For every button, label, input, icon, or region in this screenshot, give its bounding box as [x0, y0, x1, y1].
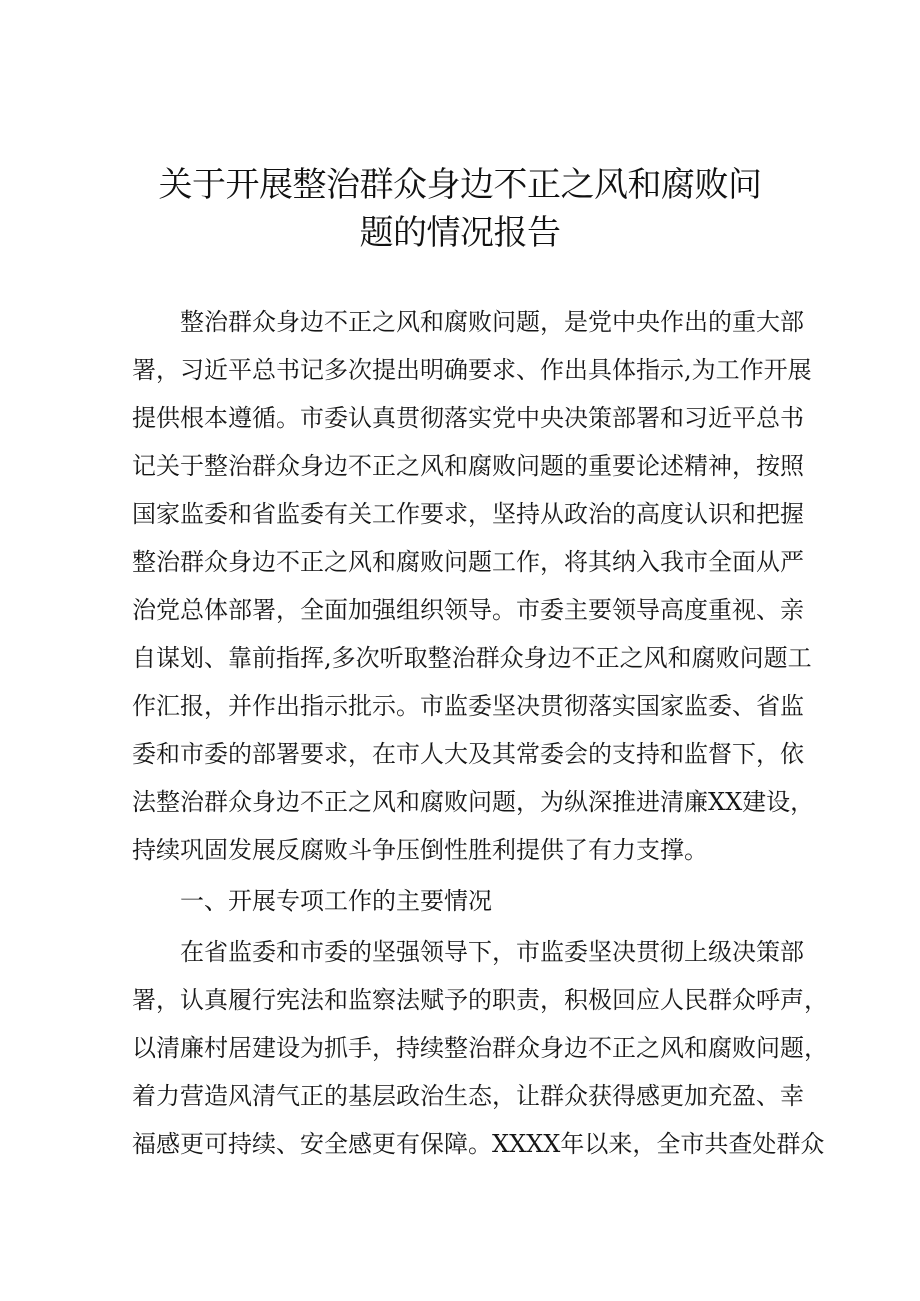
paragraph-1-line: 治党总体部署，全面加强组织领导。市委主要领导高度重视、亲 [132, 596, 804, 624]
paragraph-2-line: 署，认真履行宪法和监察法赋予的职责，积极回应人民群众呼声， [132, 986, 828, 1014]
paragraph-2-line: 着力营造风清气正的基层政治生态，让群众获得感更加充盈、幸 [132, 1082, 804, 1110]
paragraph-2-line: 在省监委和市委的坚强领导下，市监委坚决贯彻上级决策部 [180, 938, 804, 966]
paragraph-1-line: 署，习近平总书记多次提出明确要求、作出具体指示,为工作开展 [132, 356, 812, 384]
paragraph-2-line: 福感更可持续、安全感更有保障。XXXX年以来，全市共查处群众 [132, 1130, 825, 1158]
paragraph-1-line: 记关于整治群众身边不正之风和腐败问题的重要论述精神，按照 [132, 452, 804, 480]
section-1-heading: 一、开展专项工作的主要情况 [180, 887, 492, 915]
paragraph-1-line: 自谋划、靠前指挥,多次听取整治群众身边不正之风和腐败问题工 [132, 644, 812, 672]
report-title-line-2: 题的情况报告 [359, 213, 561, 253]
paragraph-1-line: 持续巩固发展反腐败斗争压倒性胜利提供了有力支撑。 [132, 836, 708, 864]
report-title-line-1: 关于开展整治群众身边不正之风和腐败问 [158, 165, 762, 205]
paragraph-1-line: 委和市委的部署要求，在市人大及其常委会的支持和监督下，依 [132, 740, 804, 768]
paragraph-1-line: 国家监委和省监委有关工作要求，坚持从政治的高度认识和把握 [132, 500, 804, 528]
paragraph-2-line: 以清廉村居建设为抓手，持续整治群众身边不正之风和腐败问题， [132, 1034, 828, 1062]
paragraph-1-line: 整治群众身边不正之风和腐败问题工作，将其纳入我市全面从严 [132, 548, 804, 576]
paragraph-1-line: 法整治群众身边不正之风和腐败问题，为纵深推进清廉XX建设， [132, 788, 815, 816]
paragraph-1-line: 整治群众身边不正之风和腐败问题，是党中央作出的重大部 [180, 308, 804, 336]
paragraph-1-line: 作汇报，并作出指示批示。市监委坚决贯彻落实国家监委、省监 [132, 692, 804, 720]
paragraph-1-line: 提供根本遵循。市委认真贯彻落实党中央决策部署和习近平总书 [132, 404, 804, 432]
